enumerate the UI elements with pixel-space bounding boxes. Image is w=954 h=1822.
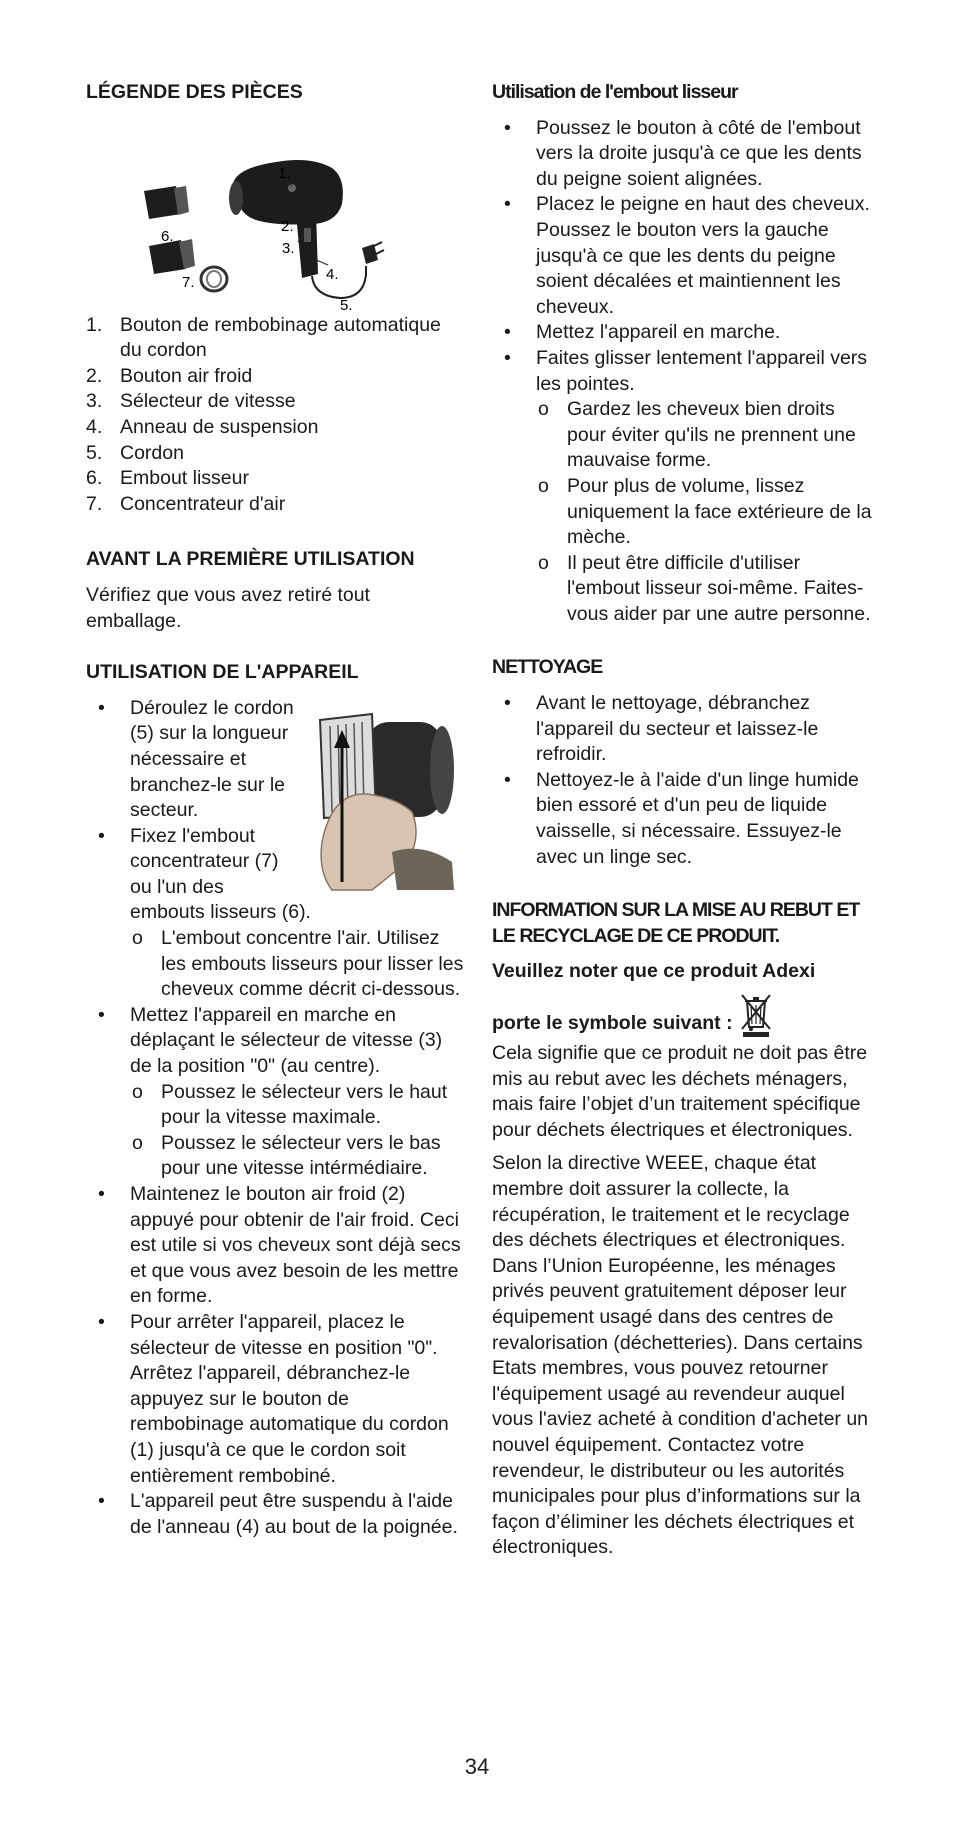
list-item <box>492 116 872 193</box>
bullet: • <box>98 1003 105 1026</box>
list-item <box>86 492 466 518</box>
figure-label-2: 2. <box>281 217 294 235</box>
hair-dryer-image <box>229 160 384 298</box>
list-number: 6. <box>86 467 103 490</box>
list-item <box>86 313 466 364</box>
disposal-paragraph-2: Selon la directive WEEE, chaque état membre doit assurer la collecte, la récupération, le traitement et le recyclage des déchets électriques et électroniques. Dans l’Union Européenne, les ménages privés peuvent gratuitement déposer leur équipement usagé dans des centres de revalorisation (déchetteries). Dans certains Etats membres, vous pouvez retourner l'équipement usagé au revendeur auquel vous l'aviez acheté à condition d'acheter un nouvel équipement. Contactez votre revendeur, le distributeur ou les autorités municipales pour plus d’informations sur la façon d’éliminer les déchets électriques et électroniques. <box>492 1152 869 1559</box>
sub-bullet: o <box>538 551 549 574</box>
list-item <box>86 466 466 492</box>
sub-list <box>536 397 872 627</box>
bullet: • <box>504 346 511 369</box>
list-item <box>86 696 466 824</box>
straightener-step-1: Poussez le bouton à côté de l'embout vers la droite jusqu'à ce que les dents du peigne soient alignées. <box>536 116 862 190</box>
cleaning-step-2: Nettoyez-le à l'aide d'un linge humide bien essoré et d'un peu de liquide vaisselle, si nécessaire. Essuyez-le avec un linge sec. <box>536 768 859 868</box>
list-number: 5. <box>86 441 103 464</box>
first-use-heading: AVANT LA PREMIÈRE UTILISATION <box>86 548 415 571</box>
sub-list-item <box>536 397 872 474</box>
left-column <box>86 80 466 1562</box>
usage-step-2: Fixez l'embout concentrateur (7) ou l'un des embouts lisseurs (6). <box>130 824 311 924</box>
list-item-label: Embout lisseur <box>120 467 249 490</box>
sub-list-item <box>536 474 872 551</box>
list-item <box>86 364 466 390</box>
figure-label-6: 6. <box>161 227 174 245</box>
sub-bullet: o <box>132 1080 143 1103</box>
straightener-tip-2: Pour plus de volume, lissez uniquement la face extérieure de la mèche. <box>567 474 872 549</box>
bullet: • <box>504 116 511 139</box>
sub-bullet: o <box>132 927 143 950</box>
figure-label-1: 1. <box>278 164 291 182</box>
crossed-bin-icon <box>739 993 773 1037</box>
list-item <box>492 346 872 628</box>
bullet: • <box>504 321 511 344</box>
figure-label-5: 5. <box>340 296 353 314</box>
parts-heading: LÉGENDE DES PIÈCES <box>86 81 303 103</box>
disposal-note-line-2-row <box>492 993 872 1037</box>
bullet: • <box>98 1490 105 1513</box>
list-number: 2. <box>86 364 103 387</box>
list-item-label: Bouton air froid <box>120 364 253 387</box>
bullet: • <box>504 692 511 715</box>
sub-bullet: o <box>538 398 549 421</box>
list-item <box>86 415 466 441</box>
usage-step-3-note-1: Poussez le sélecteur vers le haut pour la vitesse maximale. <box>161 1080 448 1129</box>
bullet: • <box>504 768 511 791</box>
straightener-step-4: Faites glisser lentement l'appareil vers les pointes. <box>536 346 868 395</box>
disposal-heading: INFORMATION SUR LA MISE AU REBUT ET LE RECYCLAGE DE CE PRODUIT. <box>492 899 860 947</box>
bullet: • <box>98 1183 105 1205</box>
list-item <box>86 824 466 1003</box>
usage-step-1: Déroulez le cordon (5) sur la longueur nécessaire et branchez-le sur le secteur. <box>130 696 294 822</box>
usage-heading: UTILISATION DE L'APPAREIL <box>86 661 359 684</box>
concentrator-image <box>201 267 227 291</box>
right-column <box>492 80 872 1569</box>
list-item <box>86 1182 466 1310</box>
straightener-tip-1: Gardez les cheveux bien droits pour éviter qu'ils ne prennent une mauvaise forme. <box>567 398 856 472</box>
figure-label-4: 4. <box>326 265 339 283</box>
disposal-paragraph-1: Cela signifie que ce produit ne doit pas être mis au rebut avec les déchets ménagers, mais faire l’objet d’un traitement spécifique pour déchets électriques et électroniques. <box>492 1042 868 1141</box>
list-item-label: Anneau de suspension <box>120 415 319 438</box>
page-number: 34 <box>464 1754 490 1779</box>
cleaning-list <box>492 691 872 870</box>
list-item-label: Sélecteur de vitesse <box>120 390 296 413</box>
sub-list <box>130 1080 466 1182</box>
bullet: • <box>504 193 511 216</box>
figure-label-7: 7. <box>182 273 195 291</box>
hair-dryer-parts-illustration <box>86 116 386 314</box>
usage-step-6: L'appareil peut être suspendu à l'aide de l'anneau (4) au bout de la poignée. <box>130 1490 458 1538</box>
list-number: 1. <box>86 313 103 336</box>
list-item <box>492 320 872 346</box>
cleaning-step-1: Avant le nettoyage, débranchez l'appareil du secteur et laissez-le refroidir. <box>536 692 819 766</box>
sub-list <box>130 926 466 1003</box>
usage-step-3: Mettez l'appareil en marche en déplaçant le sélecteur de vitesse (3) de la position "0" (au centre). <box>130 1003 443 1078</box>
usage-step-4: Maintenez le bouton air froid (2) appuyé pour obtenir de l'air froid. Ceci est utile si vos cheveux sont déjà secs et que vous avez besoin de les mettre en forme. <box>130 1183 461 1308</box>
list-number: 3. <box>86 390 103 413</box>
list-item <box>86 1003 466 1182</box>
sub-list-item <box>130 1080 466 1131</box>
usage-step-2-note: L'embout concentre l'air. Utilisez les embouts lisseurs pour lisser les cheveux comme décrit ci-dessous. <box>161 927 464 1001</box>
figure-label-3: 3. <box>282 239 295 257</box>
sub-list-item <box>536 551 872 628</box>
disposal-note-line-2: porte le symbole suivant : <box>492 1012 733 1035</box>
list-item-label: Cordon <box>120 441 184 464</box>
bullet: • <box>98 1310 105 1333</box>
disposal-note-line-1: Veuillez noter que ce produit Adexi <box>492 960 816 983</box>
list-item <box>492 691 872 768</box>
straightener-step-2: Placez le peigne en haut des cheveux. Poussez le bouton vers la gauche jusqu'à ce que les dents du peigne soient décalées et maintiennent les cheveux. <box>536 193 870 318</box>
cleaning-heading: NETTOYAGE <box>492 656 603 679</box>
usage-step-3-note-2: Poussez le sélecteur vers le bas pour une vitesse intérmédiaire. <box>161 1131 441 1180</box>
sub-bullet: o <box>538 474 549 497</box>
usage-list <box>86 696 466 1541</box>
bullet: • <box>98 696 105 719</box>
list-item-label: Bouton de rembobinage automatique du cordon <box>120 313 441 362</box>
straightener-heading: Utilisation de l'embout lisseur <box>492 81 738 103</box>
straightener-list <box>492 116 872 628</box>
list-number: 7. <box>86 492 103 515</box>
sub-bullet: o <box>132 1131 143 1154</box>
list-item <box>86 1310 466 1489</box>
list-number: 4. <box>86 415 103 438</box>
first-use-text: Vérifiez que vous avez retiré tout emballage. <box>86 583 370 632</box>
usage-step-5: Pour arrêter l'appareil, placez le sélecteur de vitesse en position "0". Arrêtez l'appareil, débranchez-le appuyez sur le bouton de rembobinage automatique du cordon (1) jusqu'à ce que le cordon soit entièrement rembobiné. <box>130 1310 449 1487</box>
parts-list <box>86 313 466 518</box>
list-item-label: Concentrateur d'air <box>120 492 286 515</box>
list-item <box>86 389 466 415</box>
list-item <box>86 441 466 467</box>
sub-list-item <box>130 1131 466 1182</box>
straightener-step-3: Mettez l'appareil en marche. <box>536 321 781 344</box>
list-item <box>86 1489 466 1540</box>
straightener-tip-3: Il peut être difficile d'utiliser l'embout lisseur soi-même. Faites-vous aider par une autre personne. <box>567 551 871 625</box>
list-item <box>492 768 872 870</box>
list-item <box>492 192 872 320</box>
bullet: • <box>98 824 105 847</box>
sub-list-item <box>130 926 466 1003</box>
